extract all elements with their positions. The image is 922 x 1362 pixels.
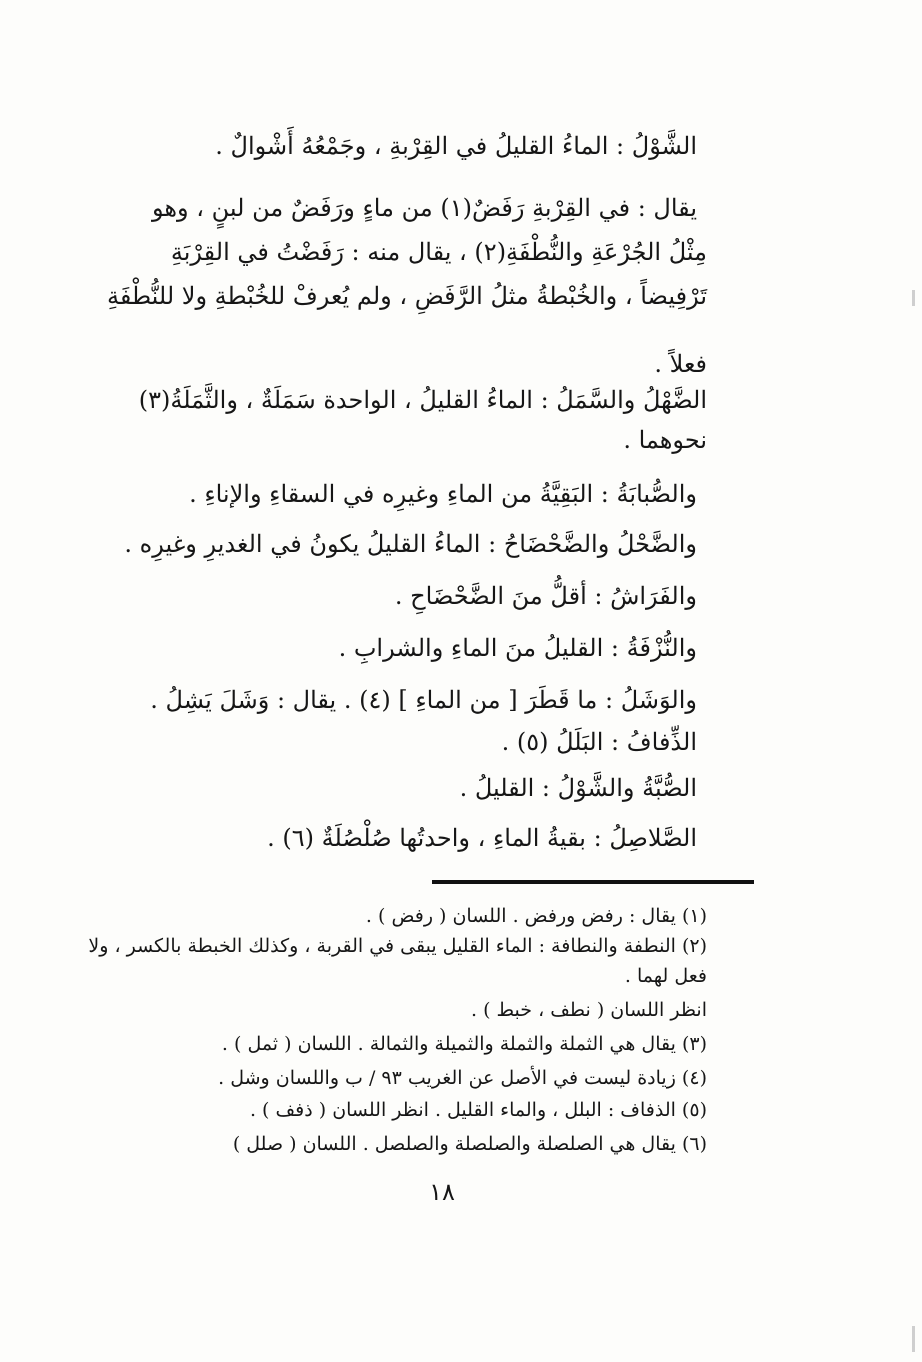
- entry-subba: الصُّبَّةُ والشَّوْلُ : القليلُ .: [459, 774, 697, 802]
- footnote-6: (٦) يقال هي الصلصلة والصلصلة والصلصل . اللسان ( صلل ): [232, 1133, 707, 1155]
- entry-rafad-line2: مِثْلُ الجُرْعَةِ والنُّطْفَةِ(٢) ، يقال منه : رَفَضْتُ في القِرْبَةِ: [170, 238, 707, 266]
- footnote-separator: [432, 880, 754, 884]
- entry-dahl-line1: الضَّهْلُ والسَّمَلُ : الماءُ القليلُ ، الواحدة سَمَلَةٌ ، والثَّمَلَةُ(٣): [138, 386, 707, 414]
- footnote-2-line1: (٢) النطفة والنطافة : الماء القليل يبقى في القربة ، وكذلك الخبطة بالكسر ، ولا: [88, 935, 707, 957]
- entry-subaba: والصُّبابَةُ : البَقِيَّةُ من الماءِ وغيرِه في السقاءِ والإناءِ .: [189, 480, 697, 508]
- page-number: ١٨: [429, 1178, 455, 1206]
- entry-dahdah: والضَّحْلُ والضَّحْضَاحُ : الماءُ القليلُ يكونُ في الغديرِ وغيرِه .: [124, 530, 697, 558]
- footnote-4: (٤) زيادة ليست في الأصل عن الغريب ٩٣ / ب واللسان وشل .: [218, 1067, 707, 1089]
- footnote-1: (١) يقال : رفض ورفض . اللسان ( رفض ) .: [365, 905, 707, 927]
- entry-rafad-line1: يقال : في القِرْبةِ رَفَضٌ(١) من ماءٍ ورَفَضٌ من لبنٍ ، وهو: [151, 194, 697, 222]
- footnote-5: (٥) الذفاف : البلل ، والماء القليل . انظر اللسان ( ذفف ) .: [249, 1099, 707, 1121]
- entry-rafad-line4: فعلاً .: [654, 350, 707, 378]
- footnote-2-line2: فعل لهما .: [624, 965, 707, 987]
- scan-edge-mark: [912, 1326, 915, 1352]
- scan-edge-mark: [912, 290, 915, 306]
- entry-dhifaf: الذِّفافُ : البَلَلُ (٥) .: [501, 728, 697, 756]
- entry-nuzfa: والنُّزْفَةُ : القليلُ منَ الماءِ والشرابِ .: [338, 634, 697, 662]
- entry-washal: والوَشَلُ : ما قَطَرَ [ من الماءِ ] (٤) . يقال : وَشَلَ يَشِلُ .: [150, 686, 697, 714]
- footnote-3: (٣) يقال هي الثملة والثملة والثميلة والثمالة . اللسان ( ثمل ) .: [221, 1033, 707, 1055]
- entry-dahl-line2: نحوهما .: [623, 426, 707, 454]
- entry-shawl: الشَّوْلُ : الماءُ القليلُ في القِرْبةِ ، وجَمْعُهُ أَشْوالٌ .: [215, 132, 697, 160]
- entry-rafad-line3: تَرْفِيضاً ، والخُبْطةُ مثلُ الرَّفَضِ ، ولم يُعرفْ للخُبْطةِ ولا للنُّطْفَةِ: [106, 282, 707, 310]
- entry-salasil: الصَّلاصِلُ : بقيةُ الماءِ ، واحدتُها صُلْصُلَةٌ (٦) .: [267, 824, 697, 852]
- footnote-2-line3: انظر اللسان ( نطف ، خبط ) .: [470, 999, 707, 1021]
- entry-farash: والفَرَاشُ : أقلُّ منَ الضَّحْضَاحِ .: [394, 582, 697, 610]
